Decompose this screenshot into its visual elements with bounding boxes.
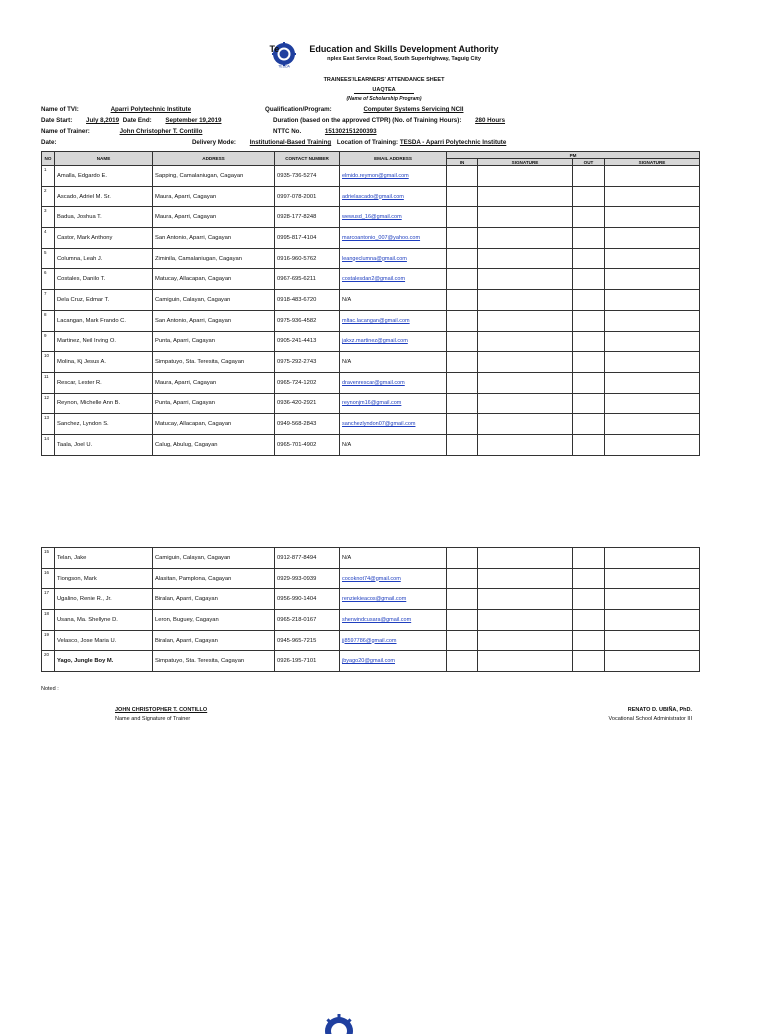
trainee-name: Reynon, Michelle Ann B.	[55, 393, 153, 414]
trainee-contact: 0967-695-6211	[275, 269, 340, 290]
time-in-cell	[447, 372, 478, 393]
time-out-cell	[573, 352, 605, 373]
table-row	[42, 434, 700, 455]
trainee-contact: 0956-990-1404	[275, 589, 340, 610]
row-number: 15	[42, 548, 55, 569]
trainee-email-link[interactable]: costalesdan2@gmail.com	[340, 269, 447, 290]
trainee-contact: 0912-877-8494	[275, 548, 340, 569]
signature-out-cell	[605, 269, 700, 290]
agency-address: nplex East Service Road, South Superhighway, Taguig City	[327, 56, 481, 62]
trainee-contact: 0995-817-4104	[275, 228, 340, 249]
trainee-name: Costales, Danilo T.	[55, 269, 153, 290]
row-number: 20	[42, 651, 55, 672]
signature-out-cell	[605, 414, 700, 435]
time-out-cell	[573, 372, 605, 393]
trainee-contact: 0936-420-2921	[275, 393, 340, 414]
trainee-address: Biralan, Aparri, Cagayan	[153, 589, 275, 610]
time-out-cell	[573, 548, 605, 569]
nttc-value: 151302151200393	[324, 128, 377, 135]
header-out: OUT	[573, 159, 605, 166]
table-row	[42, 166, 700, 187]
date-start-value: July 8,2019	[86, 117, 120, 124]
header-signature: SIGNATURE	[478, 159, 573, 166]
date-field: Date: Delivery Mode: Institutional-Based Training Location of Training: TESDA - Aparri Polytechnic Institute	[41, 139, 507, 146]
admin-signature-caption: Vocational School Administrator III	[608, 716, 692, 722]
trainee-contact: 0928-177-8248	[275, 207, 340, 228]
header-signature-out: SIGNATURE	[605, 159, 700, 166]
trainee-email: N/A	[340, 548, 447, 569]
trainee-email-link[interactable]: sanchezlyndon07@gmail.com	[340, 414, 447, 435]
attendance-table	[41, 151, 700, 456]
trainee-name: Ugalino, Renie R., Jr.	[55, 589, 153, 610]
header-no: NO	[42, 152, 55, 166]
tvi-field	[41, 106, 237, 113]
trainee-address: San Antonio, Aparri, Cagayan	[153, 310, 275, 331]
signature-out-cell	[605, 331, 700, 352]
row-number: 18	[42, 610, 55, 631]
time-out-cell	[573, 414, 605, 435]
row-number: 9	[42, 331, 55, 352]
trainee-name: Badua, Joshua T.	[55, 207, 153, 228]
trainee-email-link[interactable]: dravenrescar@gmail.com	[340, 372, 447, 393]
signature-in-cell	[478, 269, 573, 290]
time-in-cell	[447, 568, 478, 589]
row-number: 14	[42, 434, 55, 455]
table-row	[42, 414, 700, 435]
signature-in-cell	[478, 310, 573, 331]
signature-out-cell	[605, 166, 700, 187]
trainee-contact: 0945-965-7215	[275, 630, 340, 651]
signature-out-cell	[605, 630, 700, 651]
duration-field: Duration (based on the approved CTPR) (No. of Training Hours): 280 Hours	[273, 117, 511, 124]
table-row	[42, 352, 700, 373]
agency-name	[0, 44, 768, 54]
table-row	[42, 630, 700, 651]
trainee-contact: 0997-078-2001	[275, 186, 340, 207]
row-number: 4	[42, 228, 55, 249]
signature-out-cell	[605, 372, 700, 393]
trainee-name: Castor, Mark Anthony	[55, 228, 153, 249]
time-out-cell	[573, 269, 605, 290]
signature-in-cell	[478, 166, 573, 187]
table-row	[42, 568, 700, 589]
trainee-address: Punta, Aparri, Cagayan	[153, 331, 275, 352]
table-row	[42, 331, 700, 352]
trainee-name: Lacangan, Mark Frando C.	[55, 310, 153, 331]
time-in-cell	[447, 630, 478, 651]
admin-signature-name: RENATO D. UBIÑA, PhD.	[627, 707, 692, 713]
signature-in-cell	[478, 434, 573, 455]
trainee-contact: 0918-483-6720	[275, 290, 340, 311]
time-in-cell	[447, 651, 478, 672]
header-address: ADDRESS	[153, 152, 275, 166]
trainee-address: Camiguin, Calayan, Cagayan	[153, 290, 275, 311]
trainee-email-link[interactable]: mltac.lacangan@gmail.com	[340, 310, 447, 331]
table-row	[42, 290, 700, 311]
table-row	[42, 372, 700, 393]
time-out-cell	[573, 331, 605, 352]
row-number: 10	[42, 352, 55, 373]
time-in-cell	[447, 393, 478, 414]
signature-in-cell	[478, 548, 573, 569]
trainee-address: Maura, Aparri, Cagayan	[153, 207, 275, 228]
signature-out-cell	[605, 548, 700, 569]
trainee-address: Alasitan, Pamplona, Cagayan	[153, 568, 275, 589]
signature-out-cell	[605, 589, 700, 610]
trainee-address: Maura, Aparri, Cagayan	[153, 372, 275, 393]
noted-label: Noted :	[41, 686, 59, 692]
header-email: EMAIL ADDRESS	[340, 152, 447, 166]
row-number: 3	[42, 207, 55, 228]
signature-out-cell	[605, 290, 700, 311]
trainee-email-link[interactable]: elmido.reymon@gmail.com	[340, 166, 447, 187]
time-in-cell	[447, 248, 478, 269]
table-row	[42, 651, 700, 672]
signature-out-cell	[605, 568, 700, 589]
row-number: 8	[42, 310, 55, 331]
row-number: 2	[42, 186, 55, 207]
table-row	[42, 548, 700, 569]
time-out-cell	[573, 651, 605, 672]
trainee-email-link[interactable]: jakxz.martinez@gmail.com	[340, 331, 447, 352]
trainee-email: N/A	[340, 434, 447, 455]
time-out-cell	[573, 290, 605, 311]
table-row	[42, 186, 700, 207]
trainer-field: Name of Trainer: John Christopher T. Contillo	[41, 128, 242, 135]
time-out-cell	[573, 207, 605, 228]
table-row	[42, 228, 700, 249]
trainee-name: Sanchez, Lyndon S.	[55, 414, 153, 435]
time-out-cell	[573, 568, 605, 589]
time-in-cell	[447, 207, 478, 228]
signature-in-cell	[478, 372, 573, 393]
trainee-contact: 0965-724-1202	[275, 372, 340, 393]
time-in-cell	[447, 166, 478, 187]
signature-in-cell	[478, 568, 573, 589]
nttc-field: NTTC No. 151302151200393	[273, 128, 391, 135]
sheet-title: TRAINEES'/LEARNERS' ATTENDANCE SHEET	[323, 77, 445, 83]
trainee-contact: 0935-736-5274	[275, 166, 340, 187]
time-in-cell	[447, 186, 478, 207]
row-number: 13	[42, 414, 55, 435]
trainee-email-link[interactable]: leangeclumna@gmail.com	[340, 248, 447, 269]
trainee-name: Tiongson, Mark	[55, 568, 153, 589]
trainee-email-link[interactable]: reynonjm16@gmail.com	[340, 393, 447, 414]
trainee-address: Ziminila, Camalaniugan, Cagayan	[153, 248, 275, 269]
signature-out-cell	[605, 248, 700, 269]
trainee-name: Dela Cruz, Edmar T.	[55, 290, 153, 311]
trainee-name: Yago, Jungle Boy M.	[55, 651, 153, 672]
trainee-email-link[interactable]: sherwindcusara@gmail.com	[340, 610, 447, 631]
row-number: 17	[42, 589, 55, 610]
trainee-contact: 0975-936-4582	[275, 310, 340, 331]
trainer-value: John Christopher T. Contillo	[119, 128, 203, 135]
trainee-name: Taala, Joel U.	[55, 434, 153, 455]
duration-value: 280 Hours	[475, 117, 506, 124]
trainee-name: Columna, Leah J.	[55, 248, 153, 269]
trainee-address: Camiguin, Calayan, Cagayan	[153, 548, 275, 569]
tvi-value: Aparri Polytechnic Institute	[110, 106, 192, 113]
agency-prefix: Te	[269, 44, 280, 54]
trainee-address: Biralan, Aparri, Cagayan	[153, 630, 275, 651]
trainee-contact: 0905-241-4413	[275, 331, 340, 352]
trainee-address: San Antonio, Aparri, Cagayan	[153, 228, 275, 249]
trainer-signature-caption: Name and Signature of Trainer	[115, 716, 191, 722]
trainee-name: Rescar, Lester R.	[55, 372, 153, 393]
qualification-field	[265, 106, 533, 113]
date-start-field: Date Start: July 8,2019 Date End: September 19,2019	[41, 117, 226, 124]
time-out-cell	[573, 610, 605, 631]
table-row	[42, 393, 700, 414]
trainee-address: Matucay, Allacapan, Cagayan	[153, 269, 275, 290]
row-number: 7	[42, 290, 55, 311]
trainer-signature-name: JOHN CHRISTOPHER T. CONTILLO	[115, 707, 208, 713]
table-row	[42, 610, 700, 631]
table-row	[42, 248, 700, 269]
signature-in-cell	[478, 651, 573, 672]
time-in-cell	[447, 589, 478, 610]
time-out-cell	[573, 186, 605, 207]
trainee-email-link[interactable]: marcoantonio_007@yahoo.com	[340, 228, 447, 249]
trainee-email-link[interactable]: renziekieacos@gmail.com	[340, 589, 447, 610]
signature-in-cell	[478, 248, 573, 269]
trainee-contact: 0965-218-0167	[275, 610, 340, 631]
trainee-address: Sapping, Camalaniugan, Cagayan	[153, 166, 275, 187]
signature-in-cell	[478, 589, 573, 610]
signature-in-cell	[478, 228, 573, 249]
program-note: (Name of Scholarship Program)	[346, 96, 422, 102]
trainee-contact: 0929-993-0939	[275, 568, 340, 589]
signature-in-cell	[478, 331, 573, 352]
header-name: NAME	[55, 152, 153, 166]
signature-in-cell	[478, 186, 573, 207]
time-out-cell	[573, 228, 605, 249]
time-in-cell	[447, 228, 478, 249]
attendance-table-continued	[41, 547, 700, 672]
signature-out-cell	[605, 352, 700, 373]
time-in-cell	[447, 352, 478, 373]
logo-text: TESDA	[278, 64, 290, 68]
header-pm: PM	[447, 152, 700, 159]
signature-out-cell	[605, 610, 700, 631]
tvi-label: Name of TVI:	[41, 106, 79, 113]
trainee-email-link[interactable]: jj8597786@gmail.com	[340, 630, 447, 651]
time-in-cell	[447, 310, 478, 331]
time-out-cell	[573, 630, 605, 651]
trainee-address: Maura, Aparri, Cagayan	[153, 186, 275, 207]
trainee-address: Leron, Buguey, Cagayan	[153, 610, 275, 631]
time-in-cell	[447, 414, 478, 435]
signature-in-cell	[478, 630, 573, 651]
table-row	[42, 207, 700, 228]
trainee-address: Matucay, Allacapan, Cagayan	[153, 414, 275, 435]
signature-out-cell	[605, 310, 700, 331]
trainee-name: Usana, Ma. Shellyne D.	[55, 610, 153, 631]
signature-in-cell	[478, 414, 573, 435]
agency-name-text: Education and Skills Development Authority	[309, 44, 499, 54]
trainee-email-link[interactable]: wewusd_16@gmail.com	[340, 207, 447, 228]
table-row	[42, 269, 700, 290]
row-number: 11	[42, 372, 55, 393]
row-number: 12	[42, 393, 55, 414]
trainee-contact: 0975-292-2743	[275, 352, 340, 373]
time-in-cell	[447, 290, 478, 311]
row-number: 19	[42, 630, 55, 651]
time-in-cell	[447, 269, 478, 290]
time-out-cell	[573, 393, 605, 414]
signature-out-cell	[605, 228, 700, 249]
table-row	[42, 589, 700, 610]
trainee-contact: 0916-960-5762	[275, 248, 340, 269]
trainee-email-link[interactable]: cocoknot74@gmail.com	[340, 568, 447, 589]
time-out-cell	[573, 434, 605, 455]
time-in-cell	[447, 610, 478, 631]
signature-out-cell	[605, 186, 700, 207]
trainee-contact: 0926-195-7101	[275, 651, 340, 672]
trainee-address: Punta, Aparri, Cagayan	[153, 393, 275, 414]
signature-in-cell	[478, 610, 573, 631]
signature-in-cell	[478, 393, 573, 414]
date-end-value: September 19,2019	[165, 117, 222, 124]
trainee-name: Ascado, Adriel M. Sr.	[55, 186, 153, 207]
trainee-name: Velasco, Jose Maria U.	[55, 630, 153, 651]
signature-out-cell	[605, 207, 700, 228]
time-out-cell	[573, 589, 605, 610]
time-out-cell	[573, 248, 605, 269]
tesda-logo-footer-icon	[322, 1014, 356, 1034]
trainee-name: Martinez, Neil Irving O.	[55, 331, 153, 352]
trainee-name: Telan, Jake	[55, 548, 153, 569]
trainee-name: Amalla, Edgardo E.	[55, 166, 153, 187]
trainee-address: Calug, Abulug, Cagayan	[153, 434, 275, 455]
delivery-value: Institutional-Based Training	[249, 139, 332, 146]
signature-in-cell	[478, 290, 573, 311]
row-number: 16	[42, 568, 55, 589]
table-row	[42, 310, 700, 331]
time-out-cell	[573, 310, 605, 331]
time-in-cell	[447, 434, 478, 455]
program-name: UAQTEA	[0, 87, 768, 94]
header-in: IN	[447, 159, 478, 166]
qualification-value: Computer Systems Servicing NCII	[363, 106, 464, 113]
row-number: 1	[42, 166, 55, 187]
row-number: 6	[42, 269, 55, 290]
signature-out-cell	[605, 434, 700, 455]
trainee-email: N/A	[340, 290, 447, 311]
trainee-address: Simpatuyo, Sta. Teresita, Cagayan	[153, 651, 275, 672]
signature-in-cell	[478, 352, 573, 373]
trainee-address: Simpatuyo, Sta. Teresita, Cagayan	[153, 352, 275, 373]
trainee-contact: 0965-701-4902	[275, 434, 340, 455]
row-number: 5	[42, 248, 55, 269]
signature-out-cell	[605, 651, 700, 672]
time-in-cell	[447, 548, 478, 569]
trainee-email-link[interactable]: adrielascado@gmail.com	[340, 186, 447, 207]
header-contact: CONTACT NUMBER	[275, 152, 340, 166]
trainee-contact: 0949-568-2843	[275, 414, 340, 435]
time-in-cell	[447, 331, 478, 352]
trainee-name: Molina, Kj Jesus A.	[55, 352, 153, 373]
signature-in-cell	[478, 207, 573, 228]
time-out-cell	[573, 166, 605, 187]
signature-out-cell	[605, 393, 700, 414]
trainee-email: N/A	[340, 352, 447, 373]
location-value: TESDA - Aparri Polytechnic Institute	[399, 139, 507, 146]
trainee-email-link[interactable]: jbyago20@gmail.com	[340, 651, 447, 672]
qualification-label: Qualification/Program:	[265, 106, 332, 113]
